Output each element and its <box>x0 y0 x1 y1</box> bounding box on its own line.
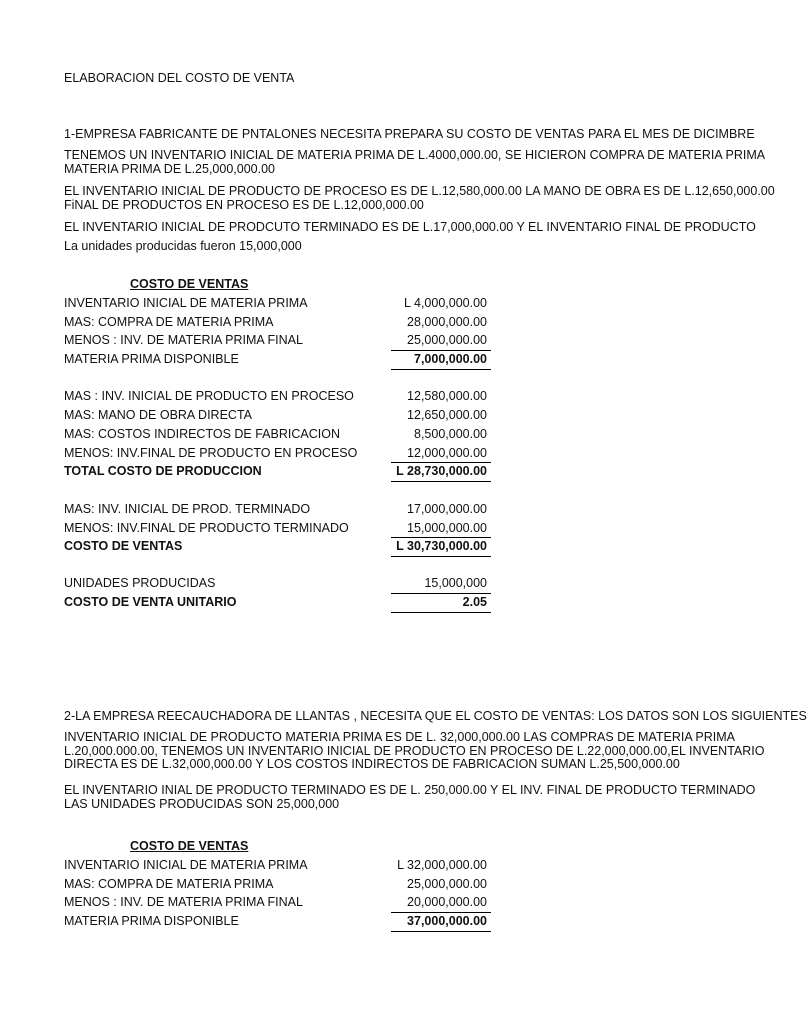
row-value: 8,500,000.00 <box>414 427 487 441</box>
paragraph-line: MATERIA PRIMA DE L.25,000,000.00 <box>64 161 275 176</box>
row-value: 25,000,000.00 <box>407 333 487 347</box>
paragraph-line: LAS UNIDADES PRODUCIDAS SON 25,000,000 <box>64 796 340 811</box>
row-label: MENOS: INV.FINAL DE PRODUCTO TERMINADO <box>64 521 349 535</box>
row-label: MENOS: INV.FINAL DE PRODUCTO EN PROCESO <box>64 446 358 460</box>
row-value: 20,000,000.00 <box>407 895 487 909</box>
row-value: 12,000,000.00 <box>407 446 487 460</box>
paragraph-line: L.20,000.000.00, TENEMOS UN INVENTARIO INICIAL DE PRODUCTO EN PROCESO DE L.22,000,000.00,EL INVENTARIO <box>64 743 765 758</box>
row-label: MAS: INV. INICIAL DE PROD. TERMINADO <box>64 502 311 516</box>
paragraph-line: INVENTARIO INICIAL DE PRODUCTO MATERIA PRIMA ES DE L. 32,000,000.00 LAS COMPRAS DE MATERIA PRIMA <box>64 730 736 744</box>
row-label: MATERIA PRIMA DISPONIBLE <box>64 352 239 366</box>
exercise-1-paragraph-3: EL INVENTARIO INICIAL DE PRODCUTO TERMINADO ES DE L.17,000,000.00 Y EL INVENTARIO FINAL DE PRODUCTO <box>64 220 756 234</box>
underline-rule <box>391 912 491 913</box>
row-label: UNIDADES PRODUCIDAS <box>64 576 216 590</box>
row-value: 12,580,000.00 <box>407 389 487 403</box>
underline-rule <box>391 350 491 351</box>
row-value: 15,000,000.00 <box>407 521 487 535</box>
underline-rule <box>391 462 491 463</box>
row-value: 25,000,000.00 <box>407 877 487 891</box>
exercise-1-statement: 1-EMPRESA FABRICANTE DE PNTALONES NECESITA PREPARA SU COSTO DE VENTAS PARA EL MES DE DICIMBRE <box>64 127 755 141</box>
exercise-1-paragraph-4: La unidades producidas fueron 15,000,000 <box>64 239 302 253</box>
row-label: MAS: MANO DE OBRA DIRECTA <box>64 408 252 422</box>
row-label: MAS : INV. INICIAL DE PRODUCTO EN PROCESO <box>64 389 354 403</box>
row-label: MENOS : INV. DE MATERIA PRIMA FINAL <box>64 895 303 909</box>
exercise-1-paragraph-2 <box>64 184 775 212</box>
row-label: MAS: COMPRA DE MATERIA PRIMA <box>64 877 274 891</box>
row-label: INVENTARIO INICIAL DE MATERIA PRIMA <box>64 858 308 872</box>
row-value: 17,000,000.00 <box>407 502 487 516</box>
underline-rule <box>391 593 491 594</box>
document-title: ELABORACION DEL COSTO DE VENTA <box>64 71 295 85</box>
exercise-2-paragraph-2 <box>64 783 756 811</box>
underline-rule <box>391 369 491 370</box>
row-value: L 28,730,000.00 <box>396 464 487 478</box>
row-label: MENOS : INV. DE MATERIA PRIMA FINAL <box>64 333 303 347</box>
row-value: 28,000,000.00 <box>407 315 487 329</box>
row-label: COSTO DE VENTAS <box>64 539 183 553</box>
row-value: 2.05 <box>462 595 487 609</box>
underline-rule <box>391 612 491 613</box>
row-label: MAS: COMPRA DE MATERIA PRIMA <box>64 315 274 329</box>
underline-rule <box>391 556 491 557</box>
paragraph-line: DIRECTA ES DE L.32,000,000.00 Y LOS COSTOS INDIRECTOS DE FABRICACION SUMAN L.25,500,000.00 <box>64 757 680 771</box>
underline-rule <box>391 481 491 482</box>
row-label: COSTO DE VENTA UNITARIO <box>64 595 237 609</box>
exercise-1-paragraph-1 <box>64 148 766 176</box>
cost-of-sales-heading: COSTO DE VENTAS <box>130 277 249 291</box>
row-label: TOTAL COSTO DE PRODUCCION <box>64 464 262 478</box>
paragraph-line: FiNAL DE PRODUCTOS EN PROCESO ES DE L.12,000,000.00 <box>64 197 424 212</box>
row-value: L 30,730,000.00 <box>396 539 487 553</box>
exercise-2-paragraph-1 <box>64 730 765 772</box>
paragraph-line: TENEMOS UN INVENTARIO INICIAL DE MATERIA PRIMA DE L.4000,000.00, SE HICIERON COMPRA DE MATERIA PRIMA <box>64 148 766 162</box>
row-label: MAS: COSTOS INDIRECTOS DE FABRICACION <box>64 427 340 441</box>
exercise-2-statement: 2-LA EMPRESA REECAUCHADORA DE LLANTAS , NECESITA QUE EL COSTO DE VENTAS: LOS DATOS SON LOS SIGUIENTES <box>64 709 807 723</box>
row-value: 15,000,000 <box>424 576 487 590</box>
row-value: 12,650,000.00 <box>407 408 487 422</box>
row-label: MATERIA PRIMA DISPONIBLE <box>64 914 239 928</box>
cost-of-sales-heading: COSTO DE VENTAS <box>130 839 249 853</box>
paragraph-line: EL INVENTARIO INIAL DE PRODUCTO TERMINADO ES DE L. 250,000.00 Y EL INV. FINAL DE PRODUCTO TERMINADO <box>64 783 756 797</box>
underline-rule <box>391 537 491 538</box>
row-label: INVENTARIO INICIAL DE MATERIA PRIMA <box>64 296 308 310</box>
row-value: L 32,000,000.00 <box>397 858 487 872</box>
row-value: 7,000,000.00 <box>414 352 487 366</box>
underline-rule <box>391 931 491 932</box>
paragraph-line: EL INVENTARIO INICIAL DE PRODUCTO DE PROCESO ES DE L.12,580,000.00 LA MANO DE OBRA ES DE L.12,650,000.00 <box>64 184 775 198</box>
row-value: 37,000,000.00 <box>407 914 487 928</box>
row-value: L 4,000,000.00 <box>404 296 487 310</box>
